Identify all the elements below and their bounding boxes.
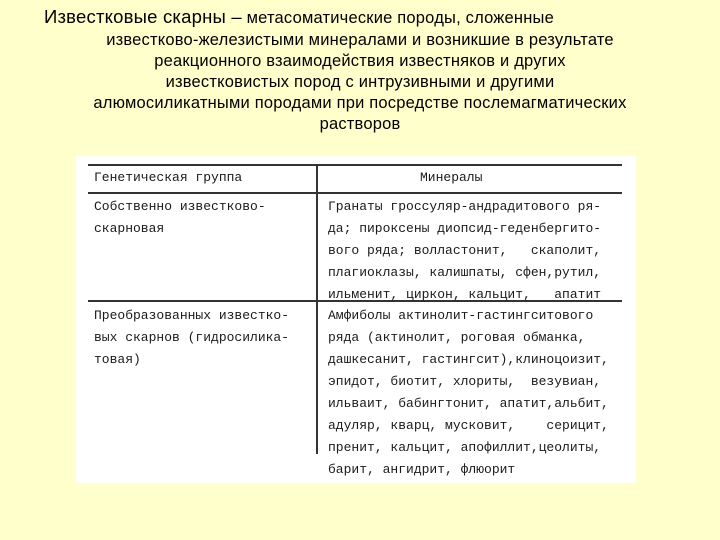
header-minerals: Минералы [420, 170, 483, 185]
header-genetic-group: Генетическая группа [94, 170, 243, 185]
heading-line-5: алюмосиликатными породами при посредстве послемагматических [93, 94, 627, 112]
table-header-rule [88, 192, 622, 194]
heading-line-3: реакционного взаимодействия известняков и других [154, 52, 566, 70]
row-1-group: Собственно известково- скарновая [94, 199, 266, 236]
table-top-rule [88, 164, 622, 166]
slide-heading [0, 0, 720, 135]
minerals-table [88, 164, 622, 477]
heading-line-4: известковистых пород с интрузивными и другими [165, 73, 555, 91]
scanned-table-image [76, 156, 636, 483]
row-1-minerals: Гранаты гроссуляр-андрадитового ря- да; пироксены диопсид-геденбергито- вого ряда; волластонит, скаполит, плагиоклазы, калишпаты, сфен,рутил, ильменит, циркон, кальцит, апатит [328, 199, 602, 302]
heading-line-6: растворов [319, 115, 401, 133]
row-2-minerals: Амфиболы актинолит-гастингситового ряда (актинолит, роговая обманка, дашкесанит, гастингсит),клиноцоизит, эпидот, биотит, хлориты, везувиан, ильваит, бабингтонит, апатит,альбит, адуляр, кварц, мусковит, серицит, пренит, кальцит, апофиллит,цеолиты, барит, ангидрит, флюорит [328, 308, 609, 477]
heading-line-1 [0, 6, 720, 29]
heading-term: Известковые скарны – [44, 6, 242, 27]
row-2-group: Преобразованных известко- вых скарнов (гидросилика- товая) [94, 308, 290, 367]
table-column-divider [316, 164, 318, 454]
heading-line-2: известково-железистыми минералами и возникшие в результате [106, 31, 614, 49]
heading-definition-start: метасоматические породы, сложенные [241, 9, 554, 27]
